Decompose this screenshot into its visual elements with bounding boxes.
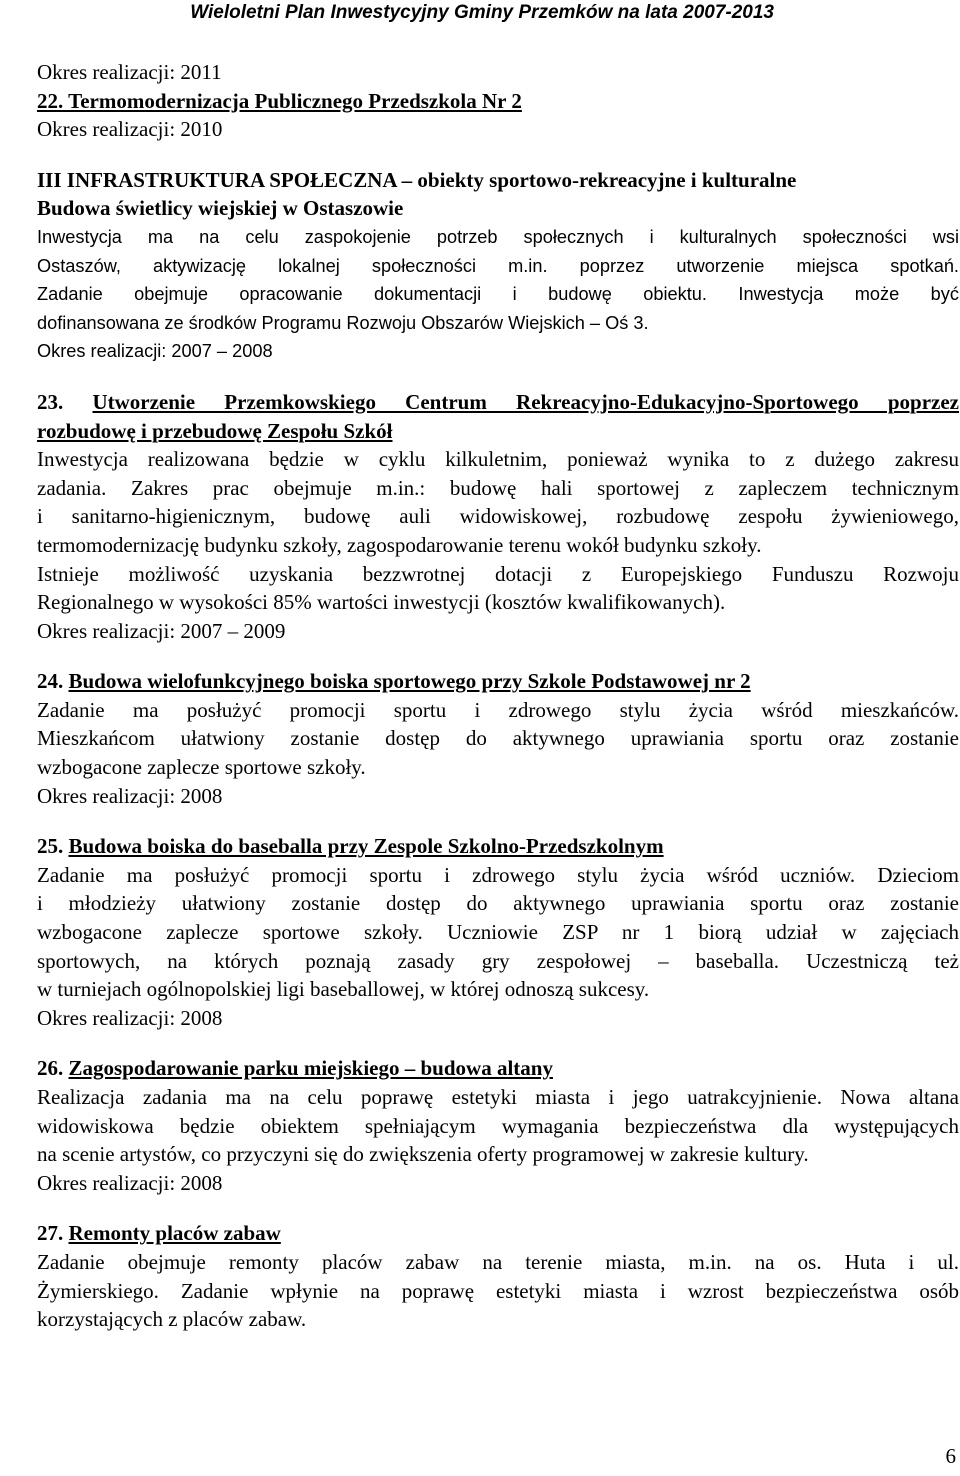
item-body-line: w turniejach ogólnopolskiej ligi baseballowej, w której odnoszą sukcesy.: [37, 977, 650, 1002]
item-body-line: Żymierskiego. Zadanie wpłynie na poprawę estetyki miasta i wzrost bezpieczeństwa osób: [37, 1278, 959, 1303]
item-25-title: [37, 832, 959, 861]
item-24-title: [37, 667, 959, 696]
item-body-line: Regionalnego w wysokości 85% wartości inwestycji (kosztów kwalifikowanych).: [37, 590, 726, 615]
okres-2010: Okres realizacji: 2010: [37, 117, 223, 142]
item-26-title: [37, 1054, 959, 1083]
item-22-title: 22. Termomodernizacja Publicznego Przedszkola Nr 2: [37, 88, 522, 113]
swietlica-okres: Okres realizacji: 2007 – 2008: [37, 341, 273, 362]
item-number: 26.: [37, 1056, 64, 1081]
item-body-line: sportowych, na których poznają zasady gry zespołowej – baseballa. Uczestniczą też: [37, 948, 959, 973]
item-body-line: i sanitarno-higienicznym, budowę auli widowiskowej, rozbudowę zespołu żywieniowego,: [37, 504, 959, 529]
item-okres: Okres realizacji: 2008: [37, 1005, 223, 1030]
item-title-line: Remonty placów zabaw: [68, 1221, 281, 1246]
swietlica-title: Budowa świetlicy wiejskiej w Ostaszowie: [37, 196, 404, 221]
item-23-title: [37, 388, 959, 417]
document-body: [37, 58, 959, 1334]
item-body-line: Zadanie ma posłużyć promocji sportu i zdrowego stylu życia wśród uczniów. Dzieciom: [37, 862, 959, 887]
item-number: 23.: [37, 389, 64, 414]
item-27-title: [37, 1219, 959, 1248]
item-body-line: na scenie artystów, co przyczyni się do zwiększenia oferty programowej w zakresie kultury.: [37, 1142, 809, 1167]
item-body-line: Inwestycja realizowana będzie w cyklu kilkuletnim, ponieważ wynika to z dużego zakresu: [37, 447, 959, 472]
item-body-line: Mieszkańcom ułatwiony zostanie dostęp do aktywnego uprawiania sportu oraz zostanie: [37, 726, 959, 751]
swietlica-line: Ostaszów, aktywizację lokalnej społeczności m.in. poprzez utworzenie miejsca spotkań.: [37, 255, 959, 276]
page-number: 6: [945, 1444, 956, 1468]
item-body-line: i młodzieży ułatwiony zostanie dostęp do aktywnego uprawiania sportu oraz zostanie: [37, 891, 959, 916]
okres-2011: Okres realizacji: 2011: [37, 60, 222, 84]
item-title-line: Zagospodarowanie parku miejskiego – budowa altany: [68, 1056, 553, 1081]
swietlica-line: dofinansowana ze środków Programu Rozwoju Obszarów Wiejskich – Oś 3.: [37, 312, 649, 333]
item-number: 25.: [37, 834, 64, 859]
item-title-line: Utworzenie Przemkowskiego Centrum Rekreacyjno-Edukacyjno-Sportowego poprzez: [92, 389, 959, 414]
item-body-line: korzystających z placów zabaw.: [37, 1307, 307, 1332]
item-okres: Okres realizacji: 2007 – 2009: [37, 618, 286, 643]
swietlica-line: Inwestycja ma na celu zaspokojenie potrzeb społecznych i kulturalnych społeczności wsi: [37, 226, 959, 247]
item-body-line: Realizacja zadania ma na celu poprawę estetyki miasta i jego uatrakcyjnienie. Nowa altana: [37, 1085, 959, 1109]
item-okres: Okres realizacji: 2008: [37, 783, 223, 808]
item-body-line: Istnieje możliwość uzyskania bezzwrotnej dotacji z Europejskiego Funduszu Rozwoju: [37, 561, 959, 586]
page-header: Wieloletni Plan Inwestycyjny Gminy Przemków na lata 2007-2013: [190, 2, 774, 23]
item-title-line: Budowa boiska do baseballa przy Zespole Szkolno-Przedszkolnym: [68, 834, 664, 859]
item-body-line: zadania. Zakres prac obejmuje m.in.: budowę hali sportowej z zapleczem technicznym: [37, 475, 959, 500]
item-body-line: widowiskowa będzie obiektem spełniającym wymagania bezpieczeństwa dla występujących: [37, 1113, 959, 1138]
item-body-line: Zadanie obejmuje remonty placów zabaw na terenie miasta, m.in. na os. Huta i ul.: [37, 1249, 959, 1274]
section-title: III INFRASTRUKTURA SPOŁECZNA – obiekty sportowo-rekreacyjne i kulturalne: [37, 167, 797, 192]
item-body-line: Zadanie ma posłużyć promocji sportu i zdrowego stylu życia wśród mieszkańców.: [37, 697, 959, 722]
item-body-line: termomodernizację budynku szkoły, zagospodarowanie terenu wokół budynku szkoły.: [37, 532, 762, 557]
item-number: 27.: [37, 1221, 64, 1246]
item-title-line: Budowa wielofunkcyjnego boiska sportowego przy Szkole Podstawowej nr 2: [68, 669, 751, 694]
item-body-line: wzbogacone zaplecze sportowe szkoły. Uczniowie ZSP nr 1 biorą udział w zajęciach: [37, 920, 959, 945]
item-okres: Okres realizacji: 2008: [37, 1170, 223, 1195]
swietlica-line: Zadanie obejmuje opracowanie dokumentacji i budowę obiektu. Inwestycja może być: [37, 284, 959, 305]
item-number: 24.: [37, 669, 64, 694]
item-title-line: rozbudowę i przebudowę Zespołu Szkół: [37, 418, 393, 443]
item-body-line: wzbogacone zaplecze sportowe szkoły.: [37, 755, 366, 780]
